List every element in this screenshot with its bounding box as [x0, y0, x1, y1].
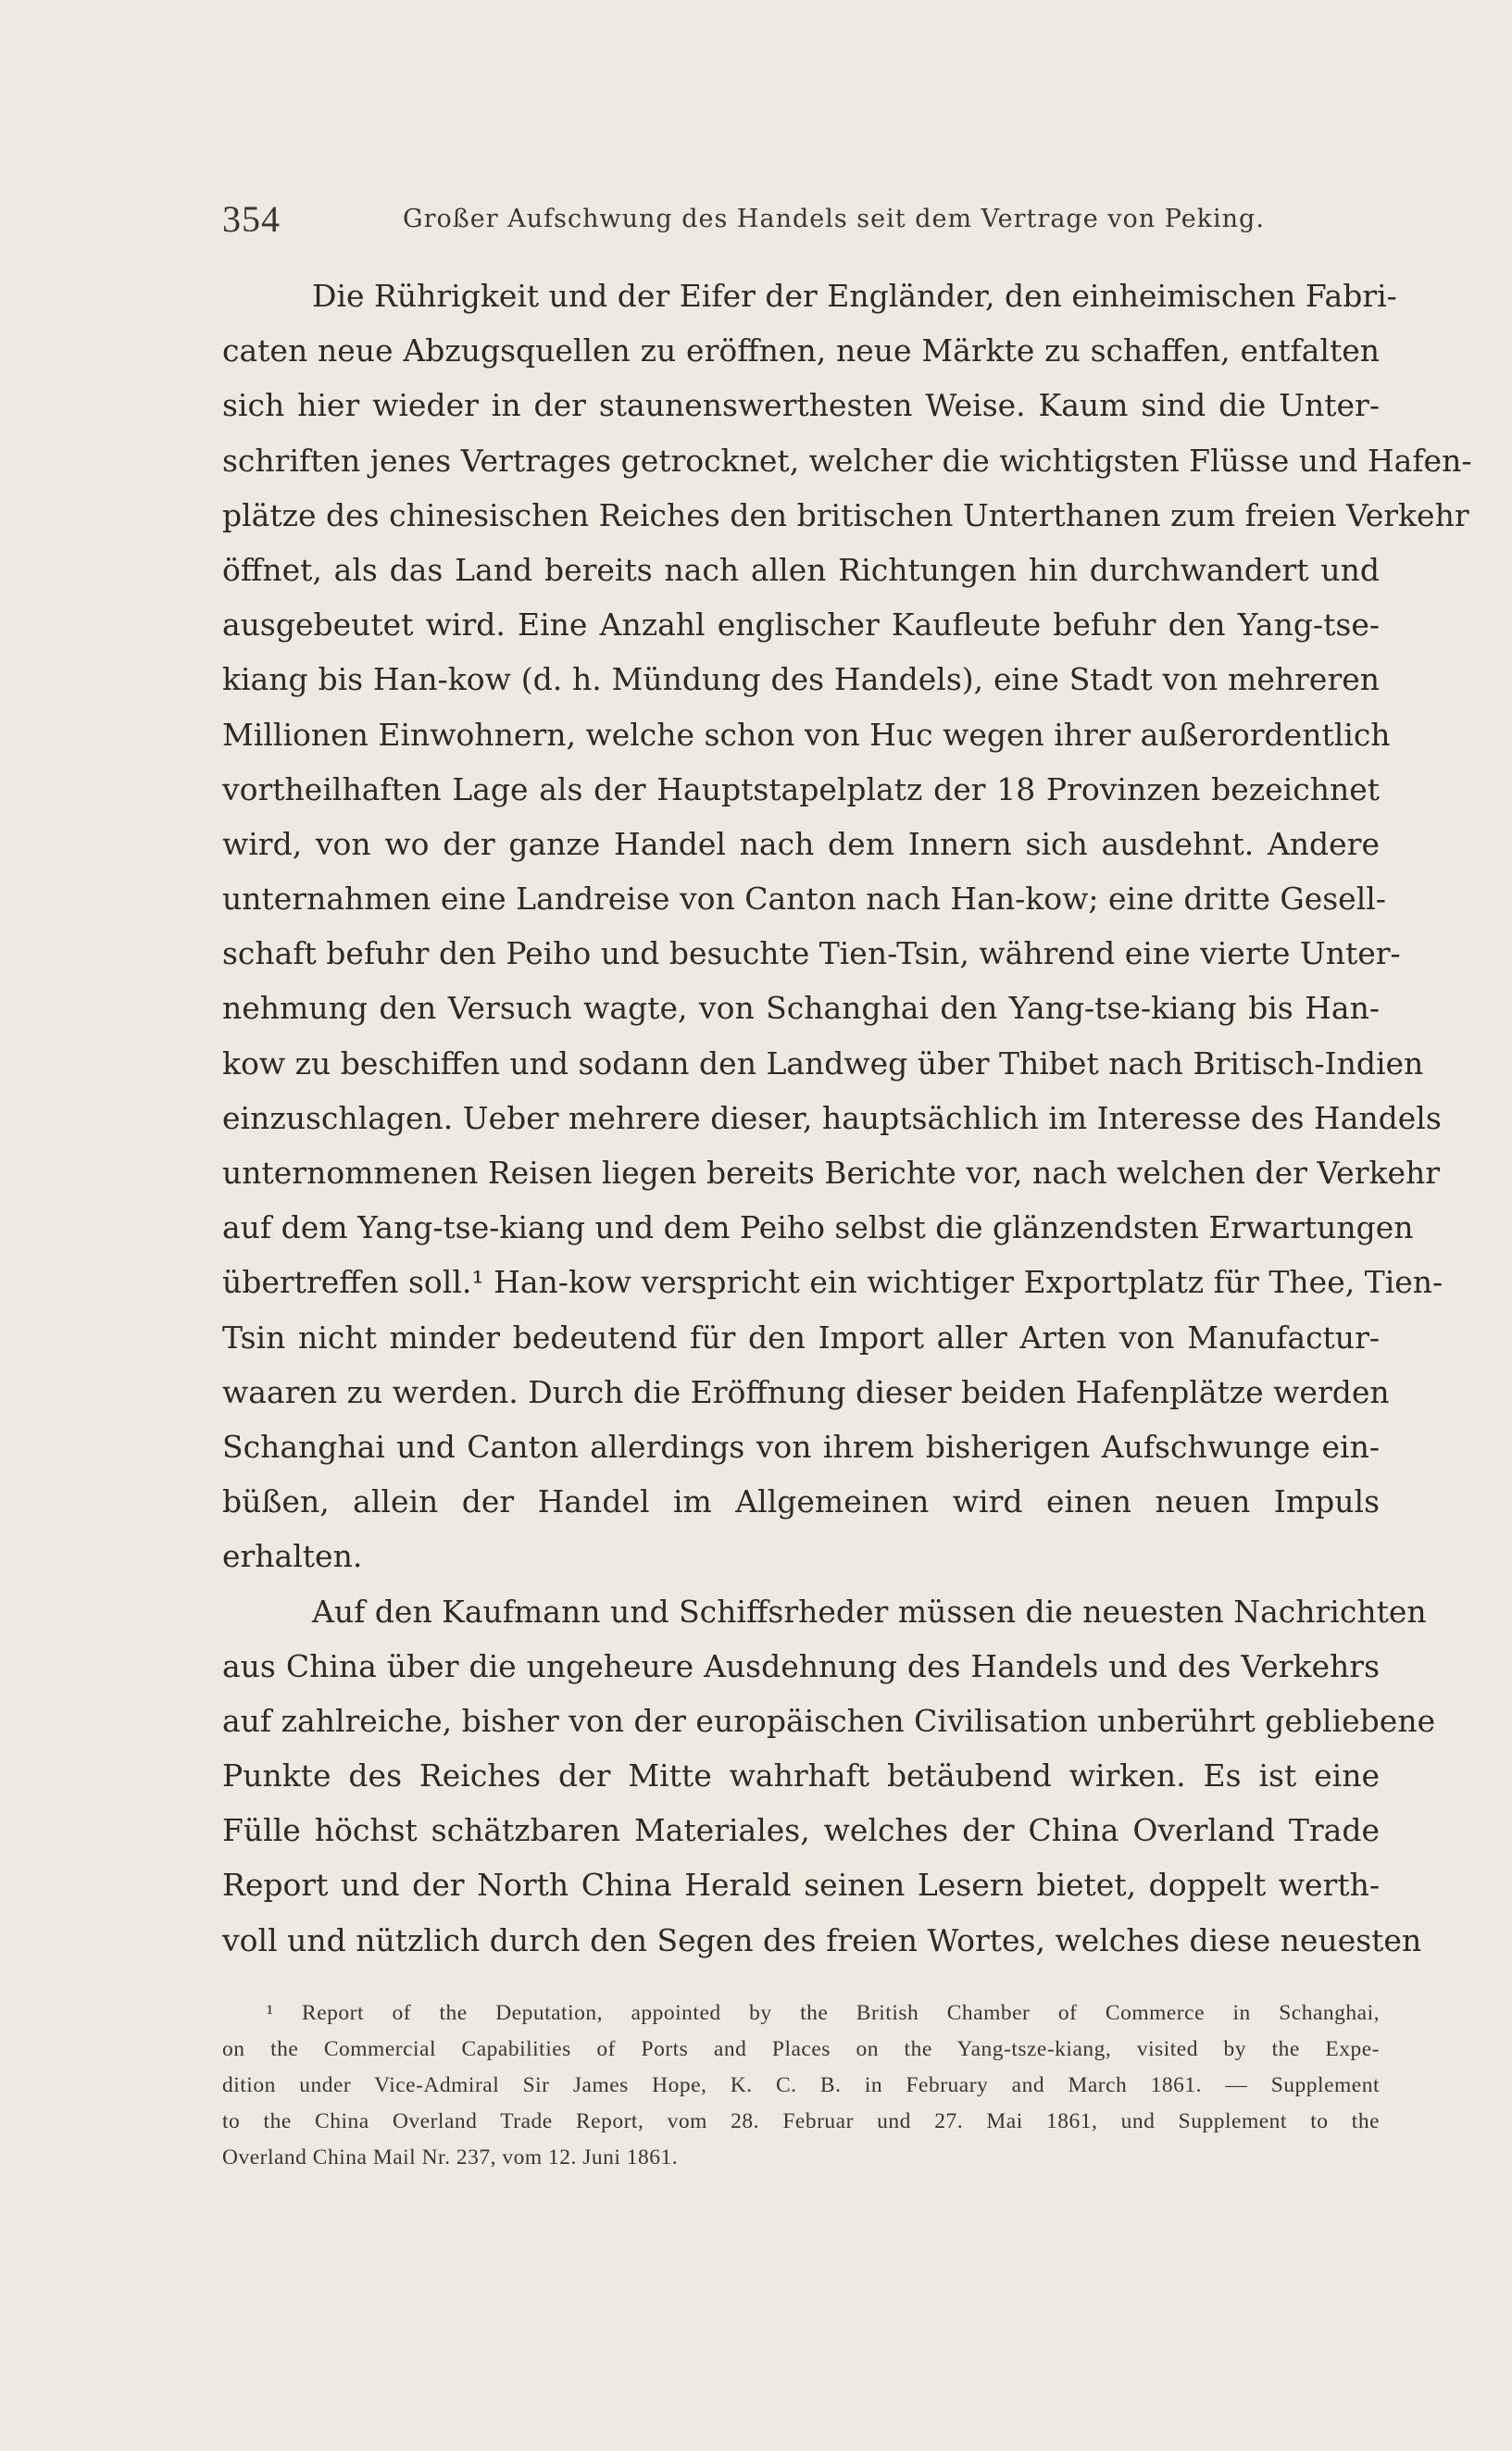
footnote-line: ¹ Report of the Deputation, appointed by the British Chamber of Commerce in Schanghai, [267, 2001, 1380, 2025]
text-line: unternommenen Reisen liegen bereits Berichte vor, nach welchen der Verkehr [222, 1155, 1441, 1191]
text-line: vortheilhaften Lage als der Hauptstapelplatz der 18 Provinzen bezeichnet [222, 770, 1380, 807]
text-line: waaren zu werden. Durch die Eröffnung dieser beiden Hafenplätze werden [222, 1373, 1390, 1410]
footnote-line: Overland China Mail Nr. 237, vom 12. Juni 1861. [222, 2145, 679, 2170]
text-line: aus China über die ungeheure Ausdehnung des Handels und des Verkehrs [222, 1647, 1380, 1684]
text-line: Auf den Kaufmann und Schiffsrheder müssen die neuesten Nachrichten [312, 1593, 1427, 1630]
text-line: schriften jenes Vertrages getrocknet, welcher die wichtigsten Flüsse und Hafen- [222, 442, 1472, 479]
text-line: erhalten. [222, 1538, 363, 1575]
text-line: büßen, allein der Handel im Allgemeinen wird einen neuen Impuls [222, 1483, 1380, 1520]
footnotes [222, 1995, 1380, 2176]
text-line: unternahmen eine Landreise von Canton nach Han-kow; eine dritte Gesell- [222, 881, 1386, 918]
text-line: Die Rührigkeit und der Eifer der Engländer, den einheimischen Fabri- [312, 278, 1397, 314]
text-line: ausgebeutet wird. Eine Anzahl englischer Kaufleute befuhr den Yang-tse- [222, 606, 1380, 644]
body-text [222, 269, 1472, 1968]
footnote-line: on the Commercial Capabilities of Ports and Places on the Yang-tsze-kiang, visited by the Expe- [222, 2037, 1380, 2061]
text-line: Schanghai und Canton allerdings von ihrem bisherigen Aufschwunge ein- [222, 1428, 1380, 1465]
text-line: auf zahlreiche, bisher von der europäischen Civilisation unberührt gebliebene [222, 1702, 1436, 1739]
running-head: Großer Aufschwung des Handels seit dem Vertrage von Peking. [403, 205, 1265, 233]
page-number: 354 [222, 198, 281, 240]
text-line: schaft befuhr den Peiho und besuchte Tien-Tsin, während eine vierte Unter- [222, 935, 1401, 972]
text-line: einzuschlagen. Ueber mehrere dieser, hauptsächlich im Interesse des Handels [222, 1099, 1442, 1136]
text-line: sich hier wieder in der staunenswerthesten Weise. Kaum sind die Unter- [222, 387, 1380, 424]
text-line: nehmung den Versuch wagte, von Schanghai den Yang-tse-kiang bis Han- [222, 990, 1380, 1027]
text-line: Report und der North China Herald seinen Lesern bietet, doppelt werth- [222, 1867, 1380, 1904]
text-line: kow zu beschiffen und sodann den Landweg über Thibet nach Britisch-Indien [222, 1044, 1424, 1082]
text-line: kiang bis Han-kow (d. h. Mündung des Handels), eine Stadt von mehreren [222, 661, 1380, 698]
text-line: Tsin nicht minder bedeutend für den Import aller Arten von Manufactur- [222, 1319, 1380, 1356]
text-line: Millionen Einwohnern, welche schon von Huc wegen ihrer außerordentlich [222, 716, 1391, 753]
text-line: auf dem Yang-tse-kiang und dem Peiho selbst die glänzendsten Erwartungen [222, 1209, 1414, 1246]
text-line: Punkte des Reiches der Mitte wahrhaft betäubend wirken. Es ist eine [222, 1757, 1380, 1794]
text-line: caten neue Abzugsquellen zu eröffnen, neue Märkte zu schaffen, entfalten [222, 332, 1380, 369]
text-line: wird, von wo der ganze Handel nach dem Innern sich ausdehnt. Andere [222, 825, 1380, 862]
text-line: Fülle höchst schätzbaren Materiales, welches der China Overland Trade [222, 1812, 1380, 1849]
text-line: plätze des chinesischen Reiches den britischen Unterthanen zum freien Verkehr [222, 496, 1469, 533]
text-line: voll und nützlich durch den Segen des freien Wortes, welches diese neuesten [222, 1921, 1422, 1958]
footnote-line: dition under Vice-Admiral Sir James Hope, K. C. B. in February and March 1861. — Supplement [222, 2073, 1380, 2097]
page-header [222, 190, 1380, 245]
text-line: übertreffen soll.¹ Han-kow verspricht ein wichtiger Exportplatz für Thee, Tien- [222, 1264, 1443, 1301]
text-line: öffnet, als das Land bereits nach allen Richtungen hin durchwandert und [222, 551, 1380, 588]
footnote-line: to the China Overland Trade Report, vom 28. Februar und 27. Mai 1861, und Supplement to the [222, 2109, 1380, 2133]
